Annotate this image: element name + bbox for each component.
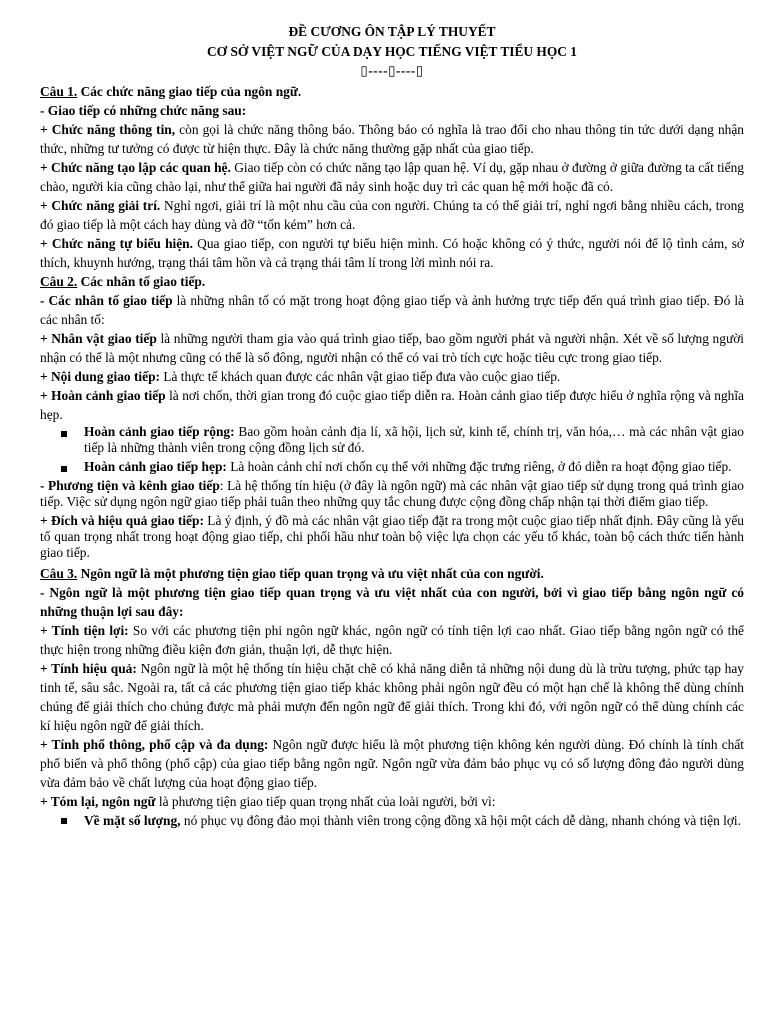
q2-intro: - Các nhân tố giao tiếp là những nhân tố có mặt trong hoạt động giao tiếp và ảnh hưởng trực tiếp đến quá trình giao tiếp. Đó là các nhân tố: [40, 293, 744, 327]
q1-item-info: + Chức năng thông tin, còn gọi là chức năng thông báo. Thông báo có nghĩa là trao đổi cho nhau thông tin tức dưới dạng nhận thức, những tư tưởng có được từ hiện thực. Đây là chức năng thường gặp nhất của giao tiếp. [40, 122, 744, 156]
q3-item-effectiveness: + Tính hiệu quả: Ngôn ngữ là một hệ thống tín hiệu chặt chẽ có khả năng diễn tả những nội dung dù là trừu tượng, phức tạp hay tinh tế, sâu sắc. Ngoài ra, tất cả các phương tiện giao tiếp khác không phải ngôn ngữ đều có một hạn chế là không thể dùng chính chúng để giải thích cho chúng được mà phải mượn đến ngôn ngữ để giải thích. Trong khi đó, với ngôn ngữ có thể dùng chính các kí hiệu ngôn ngữ để giải thích. [40, 661, 744, 733]
q3-item-summary: + Tóm lại, ngôn ngữ là phương tiện giao tiếp quan trọng nhất của loài người, bởi vì: [40, 794, 496, 809]
q2-item-goal: + Đích và hiệu quả giao tiếp: Là ý định, ý đồ mà các nhân vật giao tiếp đặt ra trong một cuộc giao tiếp nhất định. Đây cũng là yếu tố quan trọng nhất trong hoạt động giao tiếp, chi phối hầu như toàn bộ việc lựa chọn các yếu tố khác, toàn bộ cách thức tiến hành giao tiếp. [40, 513, 744, 560]
title-ornament: ▯----▯----▯ [360, 63, 424, 78]
q2-number: Câu 2. [40, 274, 78, 289]
q1-item-relations: + Chức năng tạo lập các quan hệ. Giao tiếp còn có chức năng tạo lập quan hệ. Ví dụ, gặp nhau ở đường ở giữa đường ta cất tiếng chào, người kia cũng chào lại, như thể giữa hai người đã nảy sinh hoặc duy trì các quan hệ mới hoặc đã có. [40, 160, 744, 194]
q2-item-participants: + Nhân vật giao tiếp là những người tham gia vào quá trình giao tiếp, bao gồm người phát và người nhận. Xét về số lượng người nhận có thể là một nhưng cũng có thể là số đông, người nhận có thể có vai trò tích cực hoặc tiêu cực trong giao tiếp. [40, 331, 744, 365]
square-bullet-icon [61, 431, 67, 437]
square-bullet-icon [61, 818, 67, 824]
q3-number: Câu 3. [40, 566, 78, 581]
doc-title-line2: CƠ SỞ VIỆT NGỮ CỦA DẠY HỌC TIẾNG VIỆT TIỂU HỌC 1 [207, 44, 577, 59]
q3-title: Ngôn ngữ là một phương tiện giao tiếp quan trọng và ưu việt nhất của con người. [77, 566, 544, 581]
q1-heading [40, 82, 744, 101]
list-item: Hoàn cảnh giao tiếp hẹp: Là hoàn cảnh chỉ nơi chốn cụ thể với những đặc trưng riêng, ở đó diễn ra hoạt động giao tiếp. [84, 459, 744, 475]
q3-heading [40, 564, 744, 583]
q2-title: Các nhân tố giao tiếp. [77, 274, 206, 289]
q2-item-context: + Hoàn cảnh giao tiếp là nơi chốn, thời gian trong đó cuộc giao tiếp diễn ra. Hoàn cảnh giao tiếp được hiểu ở nghĩa rộng và nghĩa hẹp. [40, 388, 745, 422]
list-item: Về mặt số lượng, nó phục vụ đông đảo mọi thành viên trong cộng đồng xã hội một cách dễ dàng, nhanh chóng và tiện lợi. [84, 811, 744, 830]
q3-intro: - Ngôn ngữ là một phương tiện giao tiếp quan trọng và ưu việt nhất của con người, bởi vì giao tiếp bằng ngôn ngữ có những thuận lợi sau đây: [40, 585, 744, 619]
q3-summary-list [40, 811, 744, 830]
q2-item-content: + Nội dung giao tiếp: Là thực tế khách quan được các nhân vật giao tiếp đưa vào cuộc giao tiếp. [40, 369, 561, 384]
q1-number: Câu 1. [40, 84, 78, 99]
q1-item-entertainment: + Chức năng giải trí. Nghỉ ngơi, giải trí là một nhu cầu của con người. Chúng ta có thể giải trí, nghỉ ngơi bằng nhiều cách, trong đó giao tiếp là một cách hay dùng và đỡ “tốn kém” hơn cả. [40, 198, 744, 232]
q1-item-self-expression: + Chức năng tự biểu hiện. Qua giao tiếp, con người tự biểu hiện mình. Có hoặc không có ý thức, người nói để lộ tình cảm, sở thích, khuynh hướng, trạng thái tâm hồn và cả trạng thái tâm lí trong lời mình nói ra. [40, 236, 744, 270]
q3-item-convenience: + Tính tiện lợi: So với các phương tiện phi ngôn ngữ khác, ngôn ngữ có tính tiện lợi cao nhất. Giao tiếp bằng ngôn ngữ có thể thực hiện trong những điều kiện đơn giản, thuận lợi, dễ thực hiện. [40, 623, 744, 657]
list-item: Hoàn cảnh giao tiếp rộng: Bao gồm hoàn cảnh địa lí, xã hội, lịch sử, kinh tế, chính trị, văn hóa,… mà các nhân vật giao tiếp là những thành viên trong cộng đồng lịch sử đó. [84, 424, 744, 456]
q1-title: Các chức năng giao tiếp của ngôn ngữ. [77, 84, 302, 99]
q2-context-list [40, 424, 744, 475]
doc-title-line1: ĐỀ CƯƠNG ÔN TẬP LÝ THUYẾT [288, 24, 496, 39]
q2-item-channel: - Phương tiện và kênh giao tiếp: Là hệ thống tín hiệu (ở đây là ngôn ngữ) mà các nhân vật giao tiếp sử dụng trong quá trình giao tiếp. Việc sử dụng ngôn ngữ giao tiếp phải tuân theo những quy tắc chung được cộng đồng chấp nhận tại thời điểm giao tiếp. [40, 478, 745, 509]
q3-item-universality: + Tính phổ thông, phổ cập và đa dụng: Ngôn ngữ được hiểu là một phương tiện không kén người dùng. Đó chính là tính chất phổ biến và phổ thông (phổ cập) của giao tiếp bằng ngôn ngữ. Ngôn ngữ vừa đảm bảo phục vụ có số lượng đông đảo người dùng vừa đảm bảo về chất lượng của hoạt động giao tiếp. [40, 737, 744, 790]
square-bullet-icon [61, 466, 67, 472]
q2-heading [40, 272, 744, 291]
q1-intro: - Giao tiếp có những chức năng sau: [40, 103, 247, 118]
